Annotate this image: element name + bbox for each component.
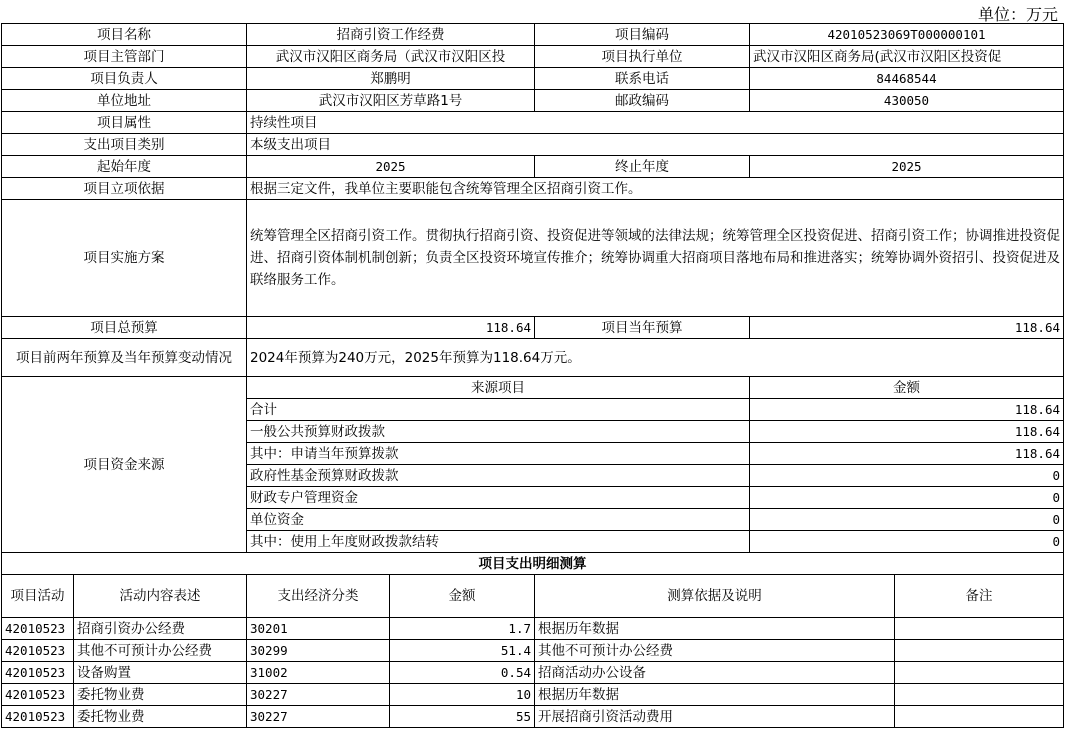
detail-note <box>895 684 1064 706</box>
detail-activity: 42010523 <box>2 706 74 728</box>
name-label: 项目名称 <box>2 24 247 46</box>
detail-amount: 55 <box>390 706 535 728</box>
detail-basis: 根据历年数据 <box>535 684 895 706</box>
detail-activity: 42010523 <box>2 662 74 684</box>
funding-amount: 118.64 <box>750 443 1064 465</box>
category-label: 支出项目类别 <box>2 134 247 156</box>
dept-value: 武汉市汉阳区商务局（武汉市汉阳区投 <box>247 46 535 68</box>
funding-source: 其中：使用上年度财政拨款结转 <box>247 531 750 553</box>
detail-basis: 根据历年数据 <box>535 618 895 640</box>
detail-header-econ: 支出经济分类 <box>247 575 390 618</box>
detail-header-note: 备注 <box>895 575 1064 618</box>
name-value: 招商引资工作经费 <box>247 24 535 46</box>
plan-value: 统筹管理全区招商引资工作。贯彻执行招商引资、投资促进等领域的法律法规；统筹管理全区投资促进、招商引资工作；协调推进投资促进、招商引资体制机制创新；负责全区投资环境宣传推介；统筹协调重大招商项目落地布局和推进落实；统筹协调外资招引、投资促进及联络服务工作。 <box>247 200 1064 317</box>
leader-label: 项目负责人 <box>2 68 247 90</box>
detail-econ: 31002 <box>247 662 390 684</box>
change-label: 项目前两年预算及当年预算变动情况 <box>2 339 247 377</box>
detail-row <box>2 684 1064 706</box>
detail-header-amount: 金额 <box>390 575 535 618</box>
detail-header-activity: 项目活动 <box>2 575 74 618</box>
funding-amount: 118.64 <box>750 421 1064 443</box>
funding-label: 项目资金来源 <box>2 377 247 553</box>
detail-amount: 10 <box>390 684 535 706</box>
funding-source: 合计 <box>247 399 750 421</box>
plan-label: 项目实施方案 <box>2 200 247 317</box>
detail-note <box>895 618 1064 640</box>
detail-econ: 30227 <box>247 684 390 706</box>
detail-note <box>895 662 1064 684</box>
detail-row <box>2 662 1064 684</box>
detail-amount: 0.54 <box>390 662 535 684</box>
detail-row <box>2 640 1064 662</box>
amount-header: 金额 <box>750 377 1064 399</box>
basis-value: 根据三定文件，我单位主要职能包含统筹管理全区招商引资工作。 <box>247 178 1064 200</box>
detail-content: 其他不可预计办公经费 <box>74 640 247 662</box>
basis-label: 项目立项依据 <box>2 178 247 200</box>
year-budget-label: 项目当年预算 <box>535 317 750 339</box>
exec-value: 武汉市汉阳区商务局(武汉市汉阳区投资促 <box>750 46 1064 68</box>
funding-amount: 0 <box>750 509 1064 531</box>
leader-value: 郑鹏明 <box>247 68 535 90</box>
funding-source: 政府性基金预算财政拨款 <box>247 465 750 487</box>
detail-basis: 开展招商引资活动费用 <box>535 706 895 728</box>
end-year-value: 2025 <box>750 156 1064 178</box>
attr-value: 持续性项目 <box>247 112 1064 134</box>
detail-note <box>895 640 1064 662</box>
funding-amount: 118.64 <box>750 399 1064 421</box>
change-value: 2024年预算为240万元，2025年预算为118.64万元。 <box>247 339 1064 377</box>
detail-content: 委托物业费 <box>74 706 247 728</box>
detail-activity: 42010523 <box>2 640 74 662</box>
detail-content: 招商引资办公经费 <box>74 618 247 640</box>
detail-header-content: 活动内容表述 <box>74 575 247 618</box>
exec-label: 项目执行单位 <box>535 46 750 68</box>
phone-label: 联系电话 <box>535 68 750 90</box>
funding-source: 一般公共预算财政拨款 <box>247 421 750 443</box>
funding-source: 单位资金 <box>247 509 750 531</box>
start-year-label: 起始年度 <box>2 156 247 178</box>
detail-note <box>895 706 1064 728</box>
funding-source: 财政专户管理资金 <box>247 487 750 509</box>
detail-amount: 51.4 <box>390 640 535 662</box>
category-value: 本级支出项目 <box>247 134 1064 156</box>
detail-content: 委托物业费 <box>74 684 247 706</box>
total-budget-label: 项目总预算 <box>2 317 247 339</box>
funding-source: 其中：申请当年预算拨款 <box>247 443 750 465</box>
code-label: 项目编码 <box>535 24 750 46</box>
dept-label: 项目主管部门 <box>2 46 247 68</box>
postal-value: 430050 <box>750 90 1064 112</box>
year-budget-value: 118.64 <box>750 317 1064 339</box>
address-value: 武汉市汉阳区芳草路1号 <box>247 90 535 112</box>
funding-amount: 0 <box>750 465 1064 487</box>
unit-label: 单位：万元 <box>977 5 1058 24</box>
detail-activity: 42010523 <box>2 684 74 706</box>
detail-activity: 42010523 <box>2 618 74 640</box>
detail-econ: 30201 <box>247 618 390 640</box>
detail-econ: 30227 <box>247 706 390 728</box>
funding-amount: 0 <box>750 487 1064 509</box>
detail-econ: 30299 <box>247 640 390 662</box>
detail-amount: 1.7 <box>390 618 535 640</box>
detail-title: 项目支出明细测算 <box>2 553 1064 575</box>
attr-label: 项目属性 <box>2 112 247 134</box>
funding-amount: 0 <box>750 531 1064 553</box>
detail-content: 设备购置 <box>74 662 247 684</box>
detail-basis: 招商活动办公设备 <box>535 662 895 684</box>
source-header: 来源项目 <box>247 377 750 399</box>
postal-label: 邮政编码 <box>535 90 750 112</box>
detail-basis: 其他不可预计办公经费 <box>535 640 895 662</box>
end-year-label: 终止年度 <box>535 156 750 178</box>
detail-row <box>2 618 1064 640</box>
project-table <box>1 23 1064 728</box>
detail-row <box>2 706 1064 728</box>
start-year-value: 2025 <box>247 156 535 178</box>
detail-header-basis: 测算依据及说明 <box>535 575 895 618</box>
code-value: 42010523069T000000101 <box>750 24 1064 46</box>
address-label: 单位地址 <box>2 90 247 112</box>
phone-value: 84468544 <box>750 68 1064 90</box>
total-budget-value: 118.64 <box>247 317 535 339</box>
